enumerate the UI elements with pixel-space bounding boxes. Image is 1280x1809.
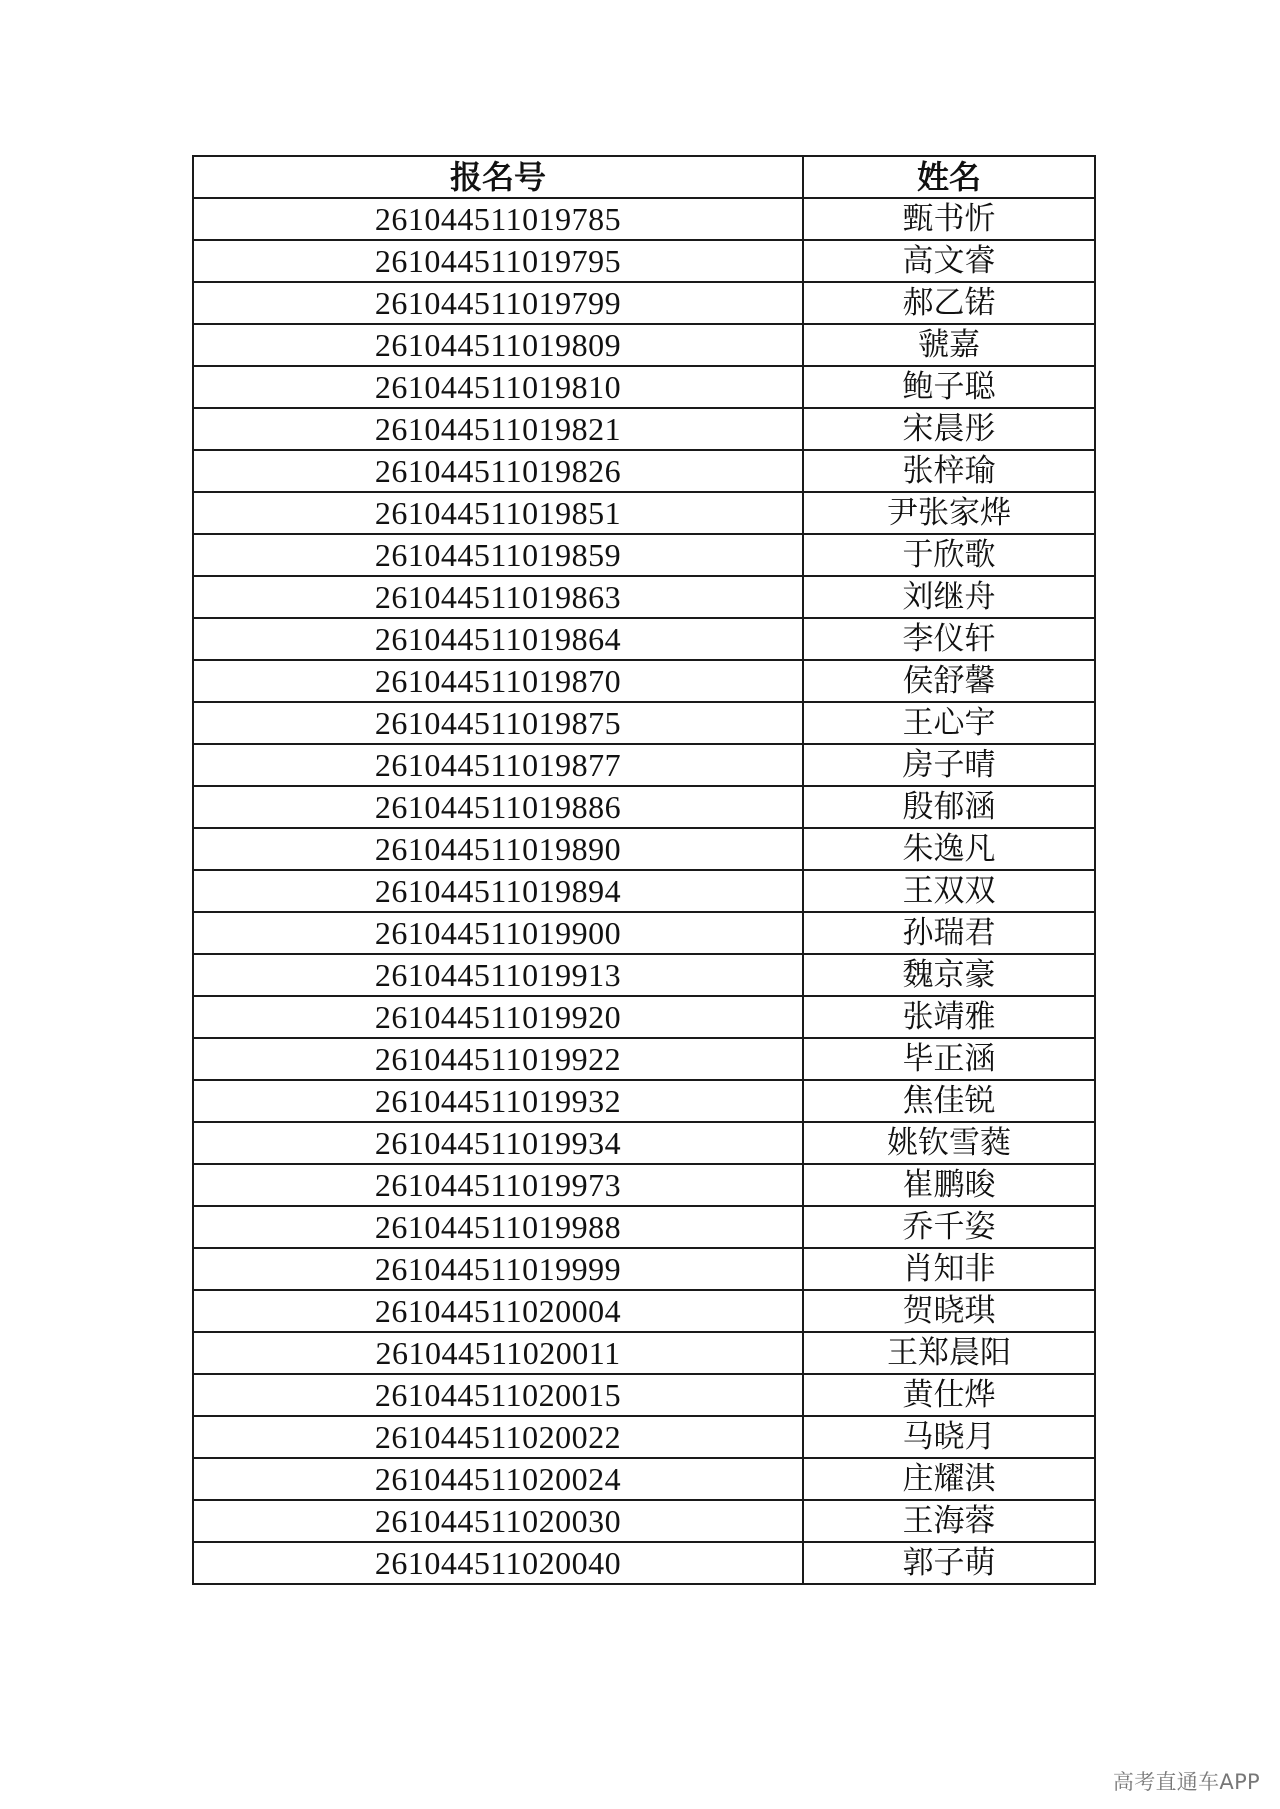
watermark-text: 高考直通车APP [1112, 1770, 1260, 1794]
registration-no-cell: 261044511020022 [193, 1416, 803, 1458]
registration-no-cell: 261044511019863 [193, 576, 803, 618]
registration-no-cell: 261044511020024 [193, 1458, 803, 1500]
table-header [193, 156, 1095, 198]
table-row [193, 366, 1095, 408]
table-row [193, 1416, 1095, 1458]
registration-no-cell: 261044511019913 [193, 954, 803, 996]
table-row [193, 1332, 1095, 1374]
registration-no-cell: 261044511020040 [193, 1542, 803, 1584]
registration-no-cell: 261044511020030 [193, 1500, 803, 1542]
name-cell: 殷郁涵 [803, 786, 1095, 828]
name-cell: 姚钦雪蕤 [803, 1122, 1095, 1164]
table-row [193, 1206, 1095, 1248]
name-cell: 黄仕烨 [803, 1374, 1095, 1416]
table-row [193, 492, 1095, 534]
registration-no-cell: 261044511019999 [193, 1248, 803, 1290]
name-cell: 郝乙锘 [803, 282, 1095, 324]
column-header-registration-no: 报名号 [193, 156, 803, 198]
registration-no-cell: 261044511019934 [193, 1122, 803, 1164]
registration-no-cell: 261044511019920 [193, 996, 803, 1038]
table-row [193, 1122, 1095, 1164]
registration-no-cell: 261044511019886 [193, 786, 803, 828]
name-cell: 刘继舟 [803, 576, 1095, 618]
table-row [193, 1290, 1095, 1332]
name-cell: 乔千姿 [803, 1206, 1095, 1248]
registration-no-cell: 261044511019795 [193, 240, 803, 282]
name-cell: 高文睿 [803, 240, 1095, 282]
table-row [193, 1458, 1095, 1500]
name-cell: 侯舒馨 [803, 660, 1095, 702]
registration-no-cell: 261044511019875 [193, 702, 803, 744]
name-cell: 孙瑞君 [803, 912, 1095, 954]
name-cell: 于欣歌 [803, 534, 1095, 576]
header-row [193, 156, 1095, 198]
registration-no-cell: 261044511019864 [193, 618, 803, 660]
name-cell: 肖知非 [803, 1248, 1095, 1290]
name-cell: 崔鹏晙 [803, 1164, 1095, 1206]
name-cell: 张梓瑜 [803, 450, 1095, 492]
registration-no-cell: 261044511019988 [193, 1206, 803, 1248]
column-header-name: 姓名 [803, 156, 1095, 198]
registration-no-cell: 261044511019900 [193, 912, 803, 954]
registration-no-cell: 261044511020004 [193, 1290, 803, 1332]
name-cell: 尹张家烨 [803, 492, 1095, 534]
table-row [193, 282, 1095, 324]
registration-no-cell: 261044511019894 [193, 870, 803, 912]
table-row [193, 618, 1095, 660]
name-cell: 庄耀淇 [803, 1458, 1095, 1500]
table-body [193, 198, 1095, 1584]
name-cell: 毕正涵 [803, 1038, 1095, 1080]
roster-table [192, 155, 1096, 1585]
registration-no-cell: 261044511019890 [193, 828, 803, 870]
table-row [193, 1374, 1095, 1416]
table-row [193, 1164, 1095, 1206]
name-cell: 焦佳锐 [803, 1080, 1095, 1122]
table-row [193, 828, 1095, 870]
table-row [193, 450, 1095, 492]
table-row [193, 954, 1095, 996]
name-cell: 马晓月 [803, 1416, 1095, 1458]
registration-no-cell: 261044511019877 [193, 744, 803, 786]
name-cell: 贺晓琪 [803, 1290, 1095, 1332]
table-row [193, 1542, 1095, 1584]
registration-no-cell: 261044511019859 [193, 534, 803, 576]
registration-no-cell: 261044511019826 [193, 450, 803, 492]
name-cell: 王双双 [803, 870, 1095, 912]
table-row [193, 408, 1095, 450]
registration-no-cell: 261044511019799 [193, 282, 803, 324]
registration-no-cell: 261044511019809 [193, 324, 803, 366]
table-row [193, 1038, 1095, 1080]
name-cell: 王海蓉 [803, 1500, 1095, 1542]
name-cell: 鲍子聪 [803, 366, 1095, 408]
table-row [193, 534, 1095, 576]
table-row [193, 1500, 1095, 1542]
registration-no-cell: 261044511020015 [193, 1374, 803, 1416]
name-cell: 郭子萌 [803, 1542, 1095, 1584]
table-row [193, 870, 1095, 912]
registration-no-cell: 261044511019821 [193, 408, 803, 450]
table-row [193, 660, 1095, 702]
table-row [193, 198, 1095, 240]
name-cell: 房子晴 [803, 744, 1095, 786]
table-row [193, 1080, 1095, 1122]
registration-no-cell: 261044511019810 [193, 366, 803, 408]
table-row [193, 786, 1095, 828]
name-cell: 朱逸凡 [803, 828, 1095, 870]
registration-no-cell: 261044511019973 [193, 1164, 803, 1206]
name-cell: 王心宇 [803, 702, 1095, 744]
registration-no-cell: 261044511019932 [193, 1080, 803, 1122]
table-row [193, 324, 1095, 366]
registration-no-cell: 261044511019785 [193, 198, 803, 240]
table-row [193, 996, 1095, 1038]
name-cell: 甄书忻 [803, 198, 1095, 240]
registration-no-cell: 261044511019851 [193, 492, 803, 534]
table-row [193, 912, 1095, 954]
table-row [193, 576, 1095, 618]
registration-no-cell: 261044511019870 [193, 660, 803, 702]
name-cell: 张靖雅 [803, 996, 1095, 1038]
table-row [193, 702, 1095, 744]
registration-no-cell: 261044511019922 [193, 1038, 803, 1080]
registration-no-cell: 261044511020011 [193, 1332, 803, 1374]
name-cell: 宋晨彤 [803, 408, 1095, 450]
name-cell: 李仪轩 [803, 618, 1095, 660]
name-cell: 王郑晨阳 [803, 1332, 1095, 1374]
name-cell: 魏京豪 [803, 954, 1095, 996]
name-cell: 虢嘉 [803, 324, 1095, 366]
table-row [193, 744, 1095, 786]
table-row [193, 240, 1095, 282]
table-row [193, 1248, 1095, 1290]
